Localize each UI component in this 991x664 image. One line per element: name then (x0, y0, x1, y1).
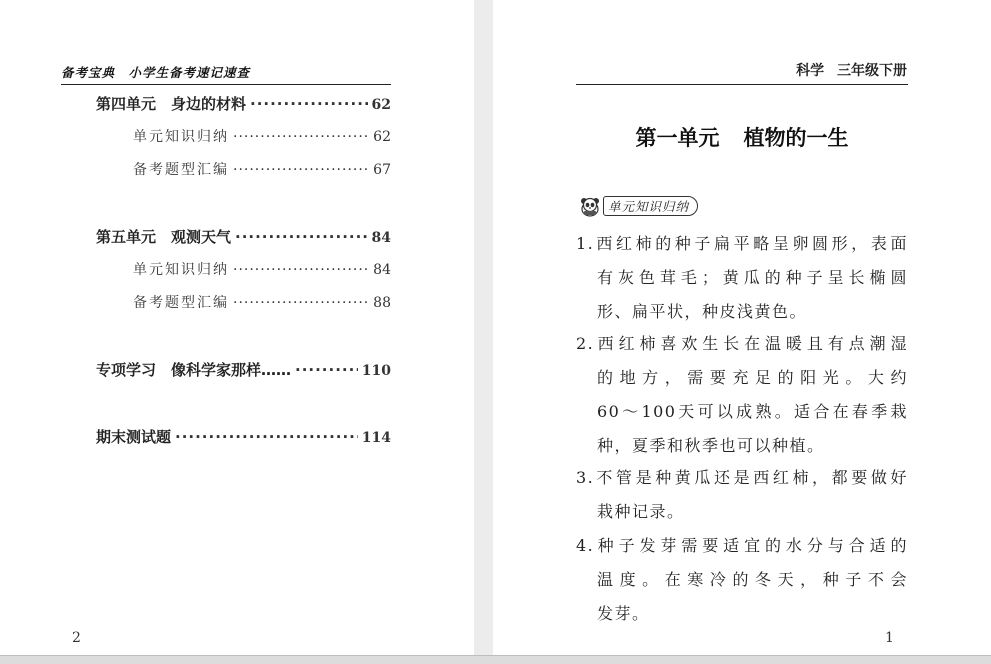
section-tag-label: 单元知识归纳 (603, 196, 698, 216)
item-line: 温度。在寒冷的冬天，种子不会 (597, 570, 908, 589)
toc-title: 备考题型汇编 (133, 162, 229, 178)
left-running-header: 备考宝典 小学生备考速记速查 (61, 65, 251, 80)
toc-leader (233, 295, 369, 311)
toc-title: 第五单元 观测天气 (96, 228, 232, 246)
item-line: 发芽。 (597, 604, 650, 623)
toc-leader (235, 228, 368, 246)
toc-page-number: 84 (371, 230, 391, 246)
toc-leader (295, 361, 358, 379)
header-grade: 三年级下册 (837, 63, 907, 79)
toc-title: 单元知识归纳 (133, 262, 229, 278)
toc-page-number: 110 (361, 363, 391, 379)
toc-page-number: 114 (361, 430, 391, 446)
knowledge-item-2 (576, 327, 908, 463)
item-line: 60～100天可以成熟。适合在春季栽 (597, 402, 908, 421)
panda-mascot-icon (579, 195, 601, 217)
knowledge-item-1 (576, 227, 908, 329)
toc-unit4-exercises[interactable] (133, 159, 391, 179)
toc-page-number: 84 (373, 262, 391, 278)
section-tag (579, 194, 698, 218)
toc-unit5-exercises[interactable] (133, 292, 391, 312)
item-line: 种，夏季和秋季也可以种植。 (597, 436, 825, 455)
right-header-rule (576, 84, 908, 85)
unit-title-number: 第一单元 (635, 125, 720, 150)
left-header-rule (61, 84, 391, 85)
toc-title: 备考题型汇编 (133, 295, 229, 311)
item-line: 的地方，需要充足的阳光。大约 (597, 368, 908, 387)
toc-unit4-summary[interactable] (133, 126, 391, 146)
toc-title: 期末测试题 (96, 428, 172, 446)
right-page-number: 1 (885, 630, 894, 646)
toc-page-number: 67 (373, 162, 391, 178)
item-line: 2.西红柿喜欢生长在温暖且有点潮湿 (576, 334, 908, 353)
item-line: 有灰色茸毛；黄瓜的种子呈长椭圆 (597, 268, 908, 287)
unit-title-name: 植物的一生 (743, 125, 849, 150)
toc-final-test[interactable] (96, 426, 391, 447)
toc-title: 第四单元 身边的材料 (96, 95, 247, 113)
unit-title (576, 122, 908, 152)
item-line: 1.西红柿的种子扁平略呈卵圆形，表面 (576, 234, 908, 253)
item-line: 栽种记录。 (597, 502, 685, 521)
toc-leader (175, 428, 358, 446)
right-running-header (796, 60, 907, 80)
toc-unit5-summary[interactable] (133, 259, 391, 279)
item-line: 4.种子发芽需要适宜的水分与合适的 (576, 536, 908, 555)
left-page (0, 0, 474, 655)
toc-special-study[interactable] (96, 359, 391, 380)
toc-page-number: 88 (373, 295, 391, 311)
toc-leader (233, 262, 369, 278)
toc-page-number: 62 (373, 129, 391, 145)
page-gutter (474, 0, 493, 655)
right-page (493, 0, 991, 655)
toc-title: 专项学习 像科学家那样…… (96, 361, 292, 379)
item-line: 3.不管是种黄瓜还是西红柿，都要做好 (576, 468, 908, 487)
toc-leader (250, 95, 368, 113)
item-line: 形、扁平状，种皮浅黄色。 (597, 302, 808, 321)
header-subject: 科学 (796, 63, 825, 79)
toc-leader (233, 162, 369, 178)
toc-unit5[interactable] (96, 226, 391, 247)
toc-leader (233, 129, 369, 145)
toc-unit4[interactable] (96, 93, 391, 114)
toc-page-number: 62 (371, 97, 391, 113)
toc-title: 单元知识归纳 (133, 129, 229, 145)
left-page-number: 2 (72, 630, 81, 646)
knowledge-item-3 (576, 461, 908, 529)
knowledge-item-4 (576, 529, 908, 631)
